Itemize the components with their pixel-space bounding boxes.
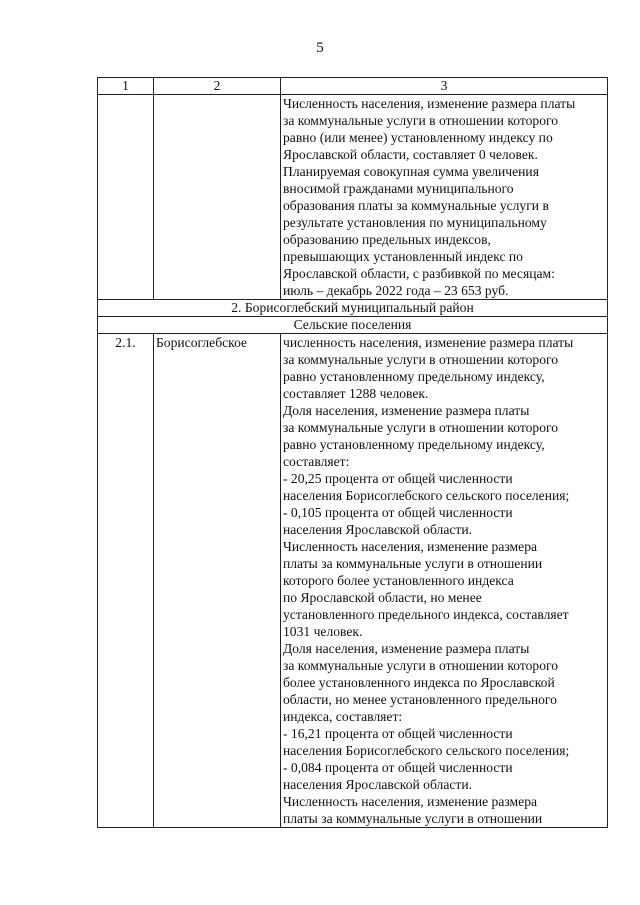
continued-text-line: Численность населения, изменение размера платы xyxy=(283,96,576,111)
row-text-line: за коммунальные услуги в отношении которого xyxy=(283,420,559,435)
row-text-line: установленного предельного индекса, составляет xyxy=(283,607,569,622)
row-text-line: более установленного индекса по Ярославской xyxy=(283,675,555,690)
continued-cell-text xyxy=(281,95,608,300)
row-text-line: Доля населения, изменение размера платы xyxy=(283,403,530,418)
row-text-line: населения Борисоглебского сельского поселения; xyxy=(283,743,570,758)
section-title: 2. Борисоглебский муниципальный район xyxy=(98,300,608,317)
row-text-line: индекса, составляет: xyxy=(283,709,403,724)
continued-text-line: результате установления по муниципальному xyxy=(283,215,547,230)
row-text-line: Численность населения, изменение размера xyxy=(283,794,538,809)
data-table xyxy=(97,77,608,828)
continued-cell-num xyxy=(98,95,154,300)
row-text xyxy=(281,334,608,828)
continued-text-line: превышающих установленный индекс по xyxy=(283,249,523,264)
row-text-line: - 20,25 процента от общей численности xyxy=(283,471,513,486)
header-col-1: 1 xyxy=(98,78,154,95)
subsection-row xyxy=(98,317,608,334)
row-text-line: Доля населения, изменение размера платы xyxy=(283,641,530,656)
row-text-line: по Ярославской области, но менее xyxy=(283,590,482,605)
header-col-3: 3 xyxy=(281,78,608,95)
continued-row xyxy=(98,95,608,300)
continued-text-line: за коммунальные услуги в отношении которого xyxy=(283,113,559,128)
header-row xyxy=(98,78,608,95)
continued-text-line: Планируемая совокупная сумма увеличения xyxy=(283,164,539,179)
row-text-line: за коммунальные услуги в отношении которого xyxy=(283,352,559,367)
subsection-title: Сельские поселения xyxy=(98,317,608,334)
continued-text-line: равно (или менее) установленному индексу по xyxy=(283,130,553,145)
continued-text-line: образованию предельных индексов, xyxy=(283,232,491,247)
row-text-line: платы за коммунальные услуги в отношении xyxy=(283,556,543,571)
row-text-line: составляет 1288 человек. xyxy=(283,386,429,401)
row-name: Борисоглебское xyxy=(154,334,281,828)
page-number: 5 xyxy=(316,40,324,56)
row-number: 2.1. xyxy=(98,334,154,828)
row-text-line: населения Ярославской области. xyxy=(283,777,473,792)
header-col-2: 2 xyxy=(154,78,281,95)
row-text-line: - 0,105 процента от общей численности xyxy=(283,505,513,520)
row-text-line: населения Ярославской области. xyxy=(283,522,473,537)
continued-text-line: образования платы за коммунальные услуги в xyxy=(283,198,549,213)
row-text-line: платы за коммунальные услуги в отношении xyxy=(283,811,543,826)
section-row xyxy=(98,300,608,317)
row-text-line: составляет: xyxy=(283,454,350,469)
row-text-line: которого более установленного индекса xyxy=(283,573,514,588)
continued-text-line: Ярославской области, составляет 0 человек. xyxy=(283,147,538,162)
table-row xyxy=(98,334,608,828)
continued-text-line: июль – декабрь 2022 года – 23 653 руб. xyxy=(283,283,509,298)
continued-cell-name xyxy=(154,95,281,300)
row-text-line: 1031 человек. xyxy=(283,624,363,639)
row-text-line: за коммунальные услуги в отношении которого xyxy=(283,658,559,673)
row-text-line: области, но менее установленного предельного xyxy=(283,692,557,707)
row-text-line: равно установленному предельному индексу, xyxy=(283,369,545,384)
row-text-line: численность населения, изменение размера платы xyxy=(283,335,574,350)
row-text-line: Численность населения, изменение размера xyxy=(283,539,538,554)
row-text-line: - 0,084 процента от общей численности xyxy=(283,760,513,775)
continued-text-line: Ярославской области, с разбивкой по месяцам: xyxy=(283,266,555,281)
row-text-line: - 16,21 процента от общей численности xyxy=(283,726,513,741)
continued-text-line: вносимой гражданами муниципального xyxy=(283,181,514,196)
row-text-line: населения Борисоглебского сельского поселения; xyxy=(283,488,570,503)
row-text-line: равно установленному предельному индексу, xyxy=(283,437,545,452)
